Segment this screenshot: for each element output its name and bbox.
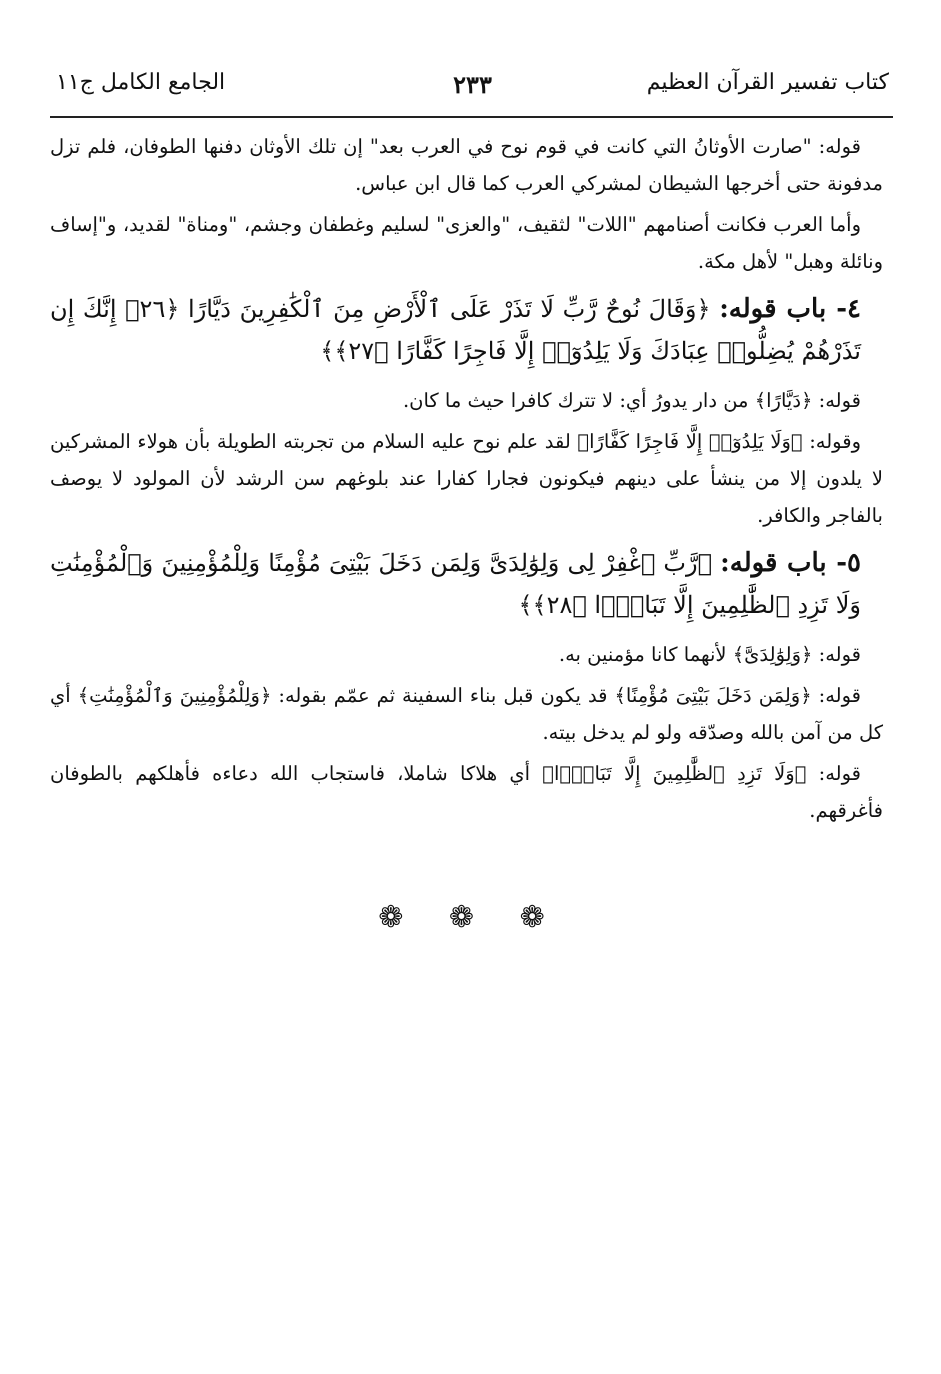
header-divider [50, 116, 893, 118]
paragraph-2: وأما العرب فكانت أصنامهم "اللات" لثقيف، "والعزى" لسليم وغطفان وجشم، "ومناة" لقديد، و"إساف ونائلة وهبل" لأهل مكة. [50, 213, 883, 273]
chapter-4-verse: ﴿وَقَالَ نُوحٌ رَّبِّ لَا تَذَرْ عَلَى ٱلْأَرْضِ مِنَ ٱلْكَٰفِرِينَ دَيَّارًا ﴿٢٦﴾ إِنَّكَ إِن تَذَرْهُمْ يُضِلُّوا۟ عِبَادَكَ وَلَا يَلِدُوٓا۟ إِلَّا فَاجِرًا كَفَّارًا ﴿٢٧﴾﴾ [50, 295, 861, 365]
section-end-ornament-icon: ❁ ❁ ❁ [378, 900, 563, 935]
paragraph-7: قوله: ﴿وَلَا تَزِدِ ٱلظَّٰلِمِينَ إِلَّا تَبَارًۢا﴾ أي هلاكا شاملا، فاستجاب الله دعاءه فأهلكهم بالطوفان فأغرقهم. [50, 762, 883, 822]
book-title: كتاب تفسير القرآن العظيم [646, 70, 889, 95]
chapter-5-label: ٥- باب قوله: [720, 548, 861, 578]
paragraph-5: قوله: ﴿وَلِوَٰلِدَىَّ﴾ لأنهما كانا مؤمنين به. [558, 643, 861, 666]
page-header [56, 70, 889, 110]
chapter-4-label: ٤- باب قوله: [719, 294, 862, 324]
paragraph-4: وقوله: ﴿وَلَا يَلِدُوٓا۟ إِلَّا فَاجِرًا كَفَّارًا﴾ لقد علم نوح عليه السلام من تجربته الطويلة بأن هولاء المشركين لا يلدون إلا من ينشأ على دينهم فيكونون فجارا كفارا عند بلوغهم سن الرشد لأن المولود لا يوصف بالفاجر والكافر. [50, 430, 883, 527]
page-body [50, 128, 883, 829]
chapter-4-heading [50, 288, 883, 372]
paragraph-6: قوله: ﴿وَلِمَن دَخَلَ بَيْتِىَ مُؤْمِنًا﴾ قد يكون قبل بناء السفينة ثم عمّم بقوله: ﴿وَلِلْمُؤْمِنِينَ وَٱلْمُؤْمِنَٰتِ﴾ أي كل من آمن بالله وصدّقه ولو لم يدخل بيته. [50, 684, 883, 744]
paragraph-1: قوله: "صارت الأوثانُ التي كانت في قوم نوح في العرب بعد" إن تلك الأوثان دفنها الطوفان، فلم تزل مدفونة حتى أخرجها الشيطان لمشركي العرب كما قال ابن عباس. [50, 135, 883, 195]
volume-title: الجامع الكامل ج١١ [56, 70, 226, 95]
page-number: ٢٣٣ [453, 70, 492, 99]
paragraph-3: قوله: ﴿دَيَّارًا﴾ من دار يدورُ أي: لا تترك كافرا حيث ما كان. [402, 389, 861, 412]
chapter-5-verse: ﴿رَّبِّ ٱغْفِرْ لِى وَلِوَٰلِدَىَّ وَلِمَن دَخَلَ بَيْتِىَ مُؤْمِنًا وَلِلْمُؤْمِنِينَ وَٱلْمُؤْمِنَٰتِ وَلَا تَزِدِ ٱلظَّٰلِمِينَ إِلَّا تَبَارًۢا ﴿٢٨﴾﴾ [50, 549, 861, 619]
chapter-5-heading [50, 542, 883, 626]
